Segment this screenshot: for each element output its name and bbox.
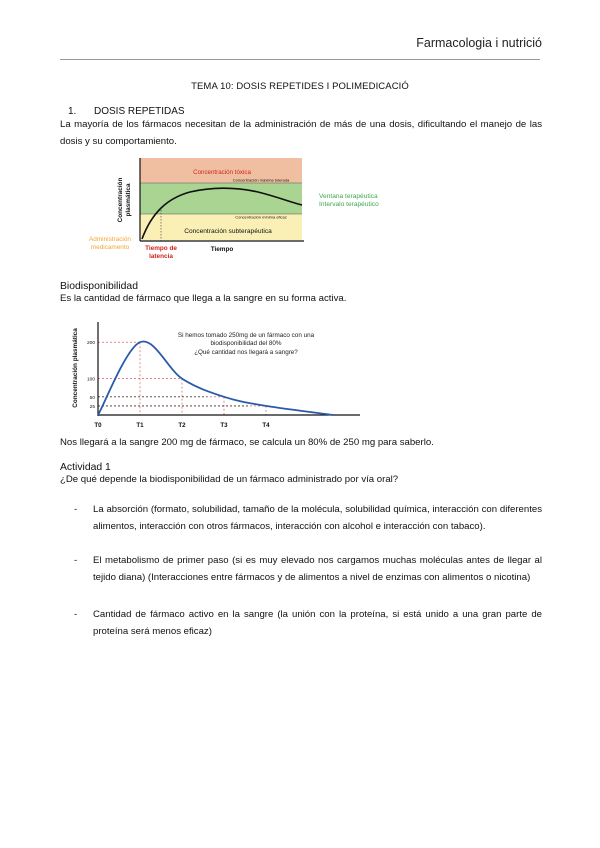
list-item — [76, 607, 542, 640]
y-tick-label: 50 — [89, 395, 95, 401]
list-item-text: Cantidad de fármaco activo en la sangre (la unión con la proteína, si está unido a una gran parte de proteína será menos eficaz) — [93, 609, 542, 637]
x-tick-label: T1 — [136, 422, 144, 429]
window-label: Ventana terapéutica — [319, 193, 378, 200]
answer-paragraph: Nos llegará a la sangre 200 mg de fármaco, se calcula un 80% de 250 mg para saberlo. — [60, 437, 434, 448]
toxic-label: Concentración tóxica — [193, 169, 251, 176]
chart-annotation-1: Si hemos tomado 250mg de un fármaco con una — [177, 332, 315, 339]
section-number: 1. — [68, 106, 77, 117]
biodisp-paragraph: Es la cantidad de fármaco que llega a la sangre en su forma activa. — [60, 293, 347, 304]
list-item-text: El metabolismo de primer paso (si es muy elevado nos cargamos muchas moléculas antes de llegar al tejido diana) (Interacciones entre fármacos y de alimentos a nivel de enzimas con alimentos o nicotina) — [93, 555, 542, 583]
x-tick-label: T3 — [220, 422, 228, 429]
section-heading — [68, 106, 185, 117]
subtherapeutic-label: Concentración subterapéutica — [184, 228, 272, 235]
latency-label-2: latencia — [149, 253, 173, 260]
header-divider — [60, 59, 540, 60]
max-tolerated-label: Concentración máxima tolerada — [232, 177, 290, 183]
therapeutic-window-figure — [60, 152, 379, 270]
chart-ylabel: Concentración plasmática — [72, 328, 79, 408]
list-item-text: La absorción (formato, solubilidad, tamaño de la molécula, solubilidad química, interacción con diferentes alimentos, interacción con otros fármacos, interacción con alcohol e interacción con tabaco). — [93, 504, 542, 532]
bioavailability-chart — [60, 316, 380, 432]
x-tick-label: T2 — [178, 422, 186, 429]
list-dash: - — [74, 609, 78, 620]
chart-annotation-3: ¿Qué cantidad nos llegará a sangre? — [194, 349, 298, 356]
list-item — [76, 553, 542, 586]
min-effective-label: Concentración mínima eficaz — [235, 214, 287, 220]
activity-question: ¿De qué depende la biodisponibilidad de un fármaco administrado por vía oral? — [60, 474, 399, 485]
y-tick-label: 25 — [89, 404, 95, 410]
x-tick-label: T4 — [262, 422, 270, 429]
y-tick-label: 100 — [86, 377, 95, 383]
document-title: TEMA 10: DOSIS REPETIDES I POLIMEDICACIÓ — [191, 81, 409, 92]
fig1-ylabel-line1: Concentración — [117, 177, 124, 223]
activity-heading: Actividad 1 — [60, 462, 111, 473]
header-title: Farmacologia i nutrició — [416, 36, 542, 50]
time-label: Tiempo — [210, 246, 234, 253]
section-title: DOSIS REPETIDAS — [94, 106, 185, 117]
y-tick-label: 200 — [86, 341, 95, 347]
admin-label-1: Administración — [89, 236, 131, 243]
admin-label-2: medicamento — [90, 244, 130, 251]
section-paragraph: La mayoría de los fármacos necesitan de la administración de más de una dosis, dificultando el manejo de las dosis y su comportamiento. — [60, 119, 542, 147]
interval-label: Intervalo terapéutico — [319, 201, 379, 208]
fig1-ylabel-line2: plasmática — [125, 183, 132, 217]
list-item — [76, 502, 542, 535]
list-dash: - — [74, 555, 78, 566]
latency-label-1: Tiempo de — [145, 245, 177, 252]
chart-annotation-2: biodisponibilidad del 80% — [210, 340, 282, 347]
list-dash: - — [74, 504, 78, 515]
x-tick-label: T0 — [94, 422, 102, 429]
biodisp-heading: Biodisponibilidad — [60, 281, 138, 292]
